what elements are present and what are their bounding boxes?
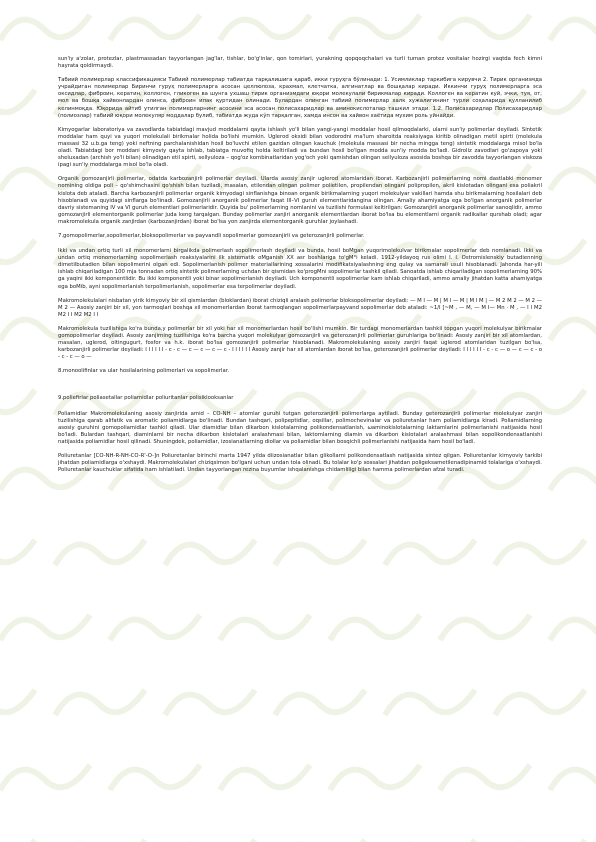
watermark-stroke [220,765,310,790]
paragraph-poliuretanlar: Poliuretanlar [CO-NH-R-NH-CO-R'-O-]n Poliuretanlar birinchi marta 1947 yilda diizosianatlar bilan glikollarni polikondensatlash natijasida sintez qilgan. Poliuretanlar kimyoviy tarkibi jihatdan poliamidlarga o'xshaydi. Makromolekulalari chiziqsimon bo'lgani uchun undan tola olinadi. Bu tolalar ko'p xossalari jihatdan poligeksametilenadipinamid tolalariga o'xshaydi. Poliuretanlar kauchuklar sifatida ham ishlatiladi. Undan tayyorlangan rezina buyumlar ishqalanishga chidamliligi bilan hamma polimerlardan afzal turadi. [58,453,542,474]
section-heading-9: 9.poliefirlar poliasetallar poliamidlar poliuritanlar polisiklooksanlar [58,395,234,402]
watermark-stroke [550,465,596,490]
watermark-stroke [165,540,255,565]
watermark-stroke [440,615,530,640]
watermark-stroke [55,540,145,565]
watermark-stroke [275,690,365,715]
watermark-stroke [275,540,365,565]
paragraph-sintetik-moddalar: Kimyogarlar laboratoriya va zavodlarda tabiatdagi mavjud moddalarni qayta ishlash yo'li bilan yangi-yangi moddalar hosil qilmoqdalarki, ularni sun'iy polimerlar deyiladi. Sintetik moddalar ham quyi va yuqori molekulali birikmalar holida bo'lishi mumkin. Uglerod oksidi bilan vodorodni ma'lum sharoitda reaksiyaga kiritib olinadigan metil spirti (molekula massasi 32 u.b.ga teng) yoki neftning parchalanishidan hosil bo'luvchi etilen gazidan olingan kauchuk (molekula massasi bir necha mingga teng) sintetik moddalarga misol bo'la oladi. Tabiatdagi bor moddani kimyoviy qayta ishlab, tabiatga muvofiq holda keltiriladi va bundan hosil bo'lgan modda sun'iy modda bo'ladi. Gidroliz zavodlari go'zapoya yoki sheluxadan (archish yo'li bilan) olinadigan etil spirti, sellyuloza – qog'oz kombinatlaridan yog'och yoki qamishdan olingan sellyuloza asosida boshqa bir zavodda tayyorlangan viskoza ipagi sun'iy moddalarga misol bo'la oladi. [58,126,542,169]
watermark-stroke [330,615,420,640]
watermark-stroke [220,615,310,640]
watermark-stroke [0,390,35,415]
paragraph-sopolimerlash: Ikki va undan ortiq turli xil monomerlarni birgalikda polimerlash sopolimerlash deyiladi va bunda, hosil boMgan yuqorimolekulvar birikmalar sopolimerlar deb nomlanadi. Ikki va undan ortiq monomerlarning sopolimerlash reaksiyalarini ilk sistematik oMganish XX asr boshlariga to'gM°i keladi. 1912-yildayoq rus olimi I. I. Ostromislenskiy butadienning dimetilbutadien bilan sopolimerini olgan edi. Sopolimerlanish polimer materiallarining xossalarini modifikatsiyalashning eng qulay va samarali usuli hisoblanadi. Jahonda har-yili ishlab chiqariladigan 100 mja tonnadan ortiq sintetik polimerlarning uchdan bir qismidan ko'progMni sopolimerlar tashkil qiladi. Sanoatda ishlab chiqariladigan sopolimerlarning 90% ga yaqini ikki komponentlidir. Bu ikki komponentli yoki binar sopolimerlanish deyiladi. Uch komponentli sopolimerlar kam ishlab chiqariladi, ammo amaliy jihatdan katta ahamiyatga ega boMib, ayni sopolimerlanish terpolimerlanish, sopolimerlar esa terpolimerlar deyiladi. [58,248,542,290]
watermark-stroke [0,15,90,40]
watermark-stroke [440,15,530,40]
paragraph-karbozanjirli: Organik gomozanjirli polimerlar, odatda karbozanjirli polimerlar deyiladi. Ularda asosiy zanjir uglerod atomlaridan iborat. Karbozanjirli polimerlarning nomi dastlabki monomer nomining oldiga poli – qo'shimchasini qo'shish bilan tuziladi, masalan, etilendan olingan polimer polietilen, propilendan olingani polipropilen, akril kislotadan olingani esa poliakril kislota deb ataladi. Barcha karbozanjirli polimerlar organik kimyodagi sinflanishga binoan organik birikmalarning yuqori molekulyar vakillari hamda shu birikmalarning hosilalari deb hisoblanadi va quyidagi sinflarga bo'linadi. Gomozanjirli anorganik polimerlar faqat III–VI guruh elementlaridangina olingan. Amaliy ahamiyatga ega bo'lgan anorganik polimerlar davriy sistemaning IV va VI guruh elementlari polimerlaridir. Quyida bu' polimerlarning nomlanini va tuzilishi formulasi keltirilgan: Gomozanjirli anorganik polimerlar sanoqlidir, ammo gomozanjirli elementorganik polimerlar juda keng tarqalgan. Bunday polimerlar zanjiri anorganik elementlardan iborat bo'lsa bu elementlarni organik radikallar qurshab oladi; agar makromolekula organik zanjirdan (karbozanjirdan) iborat bo'lsa yon zanjirda elementorganik guruhlar joylashadi. [58,176,542,225]
watermark-stroke [550,315,596,340]
watermark-stroke [440,765,530,790]
watermark-stroke [110,15,200,40]
section-heading-8: 8.monoolifinlar va ular hosilalarining polimerlari va sopolimerlar. [58,368,230,375]
watermark-stroke [495,690,585,715]
watermark-stroke [495,540,585,565]
watermark-stroke [0,690,35,715]
watermark-stroke [220,15,310,40]
watermark-stroke [330,765,420,790]
document-page [58,56,542,481]
watermark-stroke [110,615,200,640]
watermark-stroke [550,765,596,790]
paragraph-tabiiy-polimerlar: Табиий полимерлар классификацияси Табиий полимерлар табиатда тарқалишига қараб, икки гуруҳга бўлинади: 1. Усимликлар таркибига кирувчи 2. Тирик организмда учрайдиган полимерлар Биринчи гуруҳ полимерларга асосан целлюлоза, крахмал, клетчатка, алгинатлар ва бошқалар киради. Иккинчи гуруҳ полимерларга эса оксидлар, фиброин, кератин, коллоген, гликоген ва шунга ухшаш тирик организмдаги юқори молекулали бирикмалар киради. Коллоген ва кератин куй, эчки, туя, от, мол ва бошқа хайвонлардан олинса, фиброин ипак қуртидан олинади. Булардан олинган табиий полимерлар халк хужалигининг турли соҳаларида қулланилиб келинмоқда. Юқорида айтиб утилган полимерларнинг асосини эса асосан полисахаридлар ва аминокислоталар ташкил этади. 1.2. Полисахаридлар Полисахаридлар (полиозлар) табиий юқори молекуляр моддалар булиб, табиатда жуда кўп тарқалган, хамда инсон ва хайвон хаётида мухим роль уйнайди. [58,77,542,119]
watermark-stroke [0,765,90,790]
paragraph-protezlar: sun'iy a'zolar, protezlar, plastmassadan tayyorlangan jag'lar, tishlar, bo'g'inlar, qon tomirlari, yurakning qopqoqchalari va turli tuman protez vositalar hozirgi vaqtda fech kimni hayrata qoldirmaydi. [58,56,542,70]
watermark-stroke [550,615,596,640]
watermark-stroke [165,690,255,715]
watermark-stroke [0,540,35,565]
watermark-stroke [385,540,475,565]
paragraph-poliamidlar: Poliamidlar Makromolekulaning asosiy zanjirida amid – CO-NH – atomlar guruhi tutgan geterozanjirli polimerlarga aytiladi. Bunday geterozanjirli polimerlar molekulyar zanjiri tuzilishiga qarab alifatik va aromatic poliamidlarga bo'linadi. Bundan tashqari, polipeptidlar, oqsillar, polimochevinalar va poliuretanlar ham poliamidlarga kiradi. Poliamidlarning asosiy guruhini gomopoliamidlar tashkil qiladi. Ular diamidlar bilan dikarbon kislotalarning polikondensatlanish, ωaminokislotalarning laktamlarini polimerlanishi natijasida hosil bo'ladi. Bulardan tashqari, diaminlarni bir necha dikarbon kislotalari aralashmasi bilan, laktomlarning diamin va dikarbon kislotalari aralashmasi bilan sopolikondensatlanishi natijasida poliamidlar hosil qilinadi. Shuningdek, poliamidlar, izosianatlarning diollar va poliamidlar bilan bosqichli polimerlanishi natijasida ham hosil bo'ladi. [58,410,542,445]
paragraph-gomopolimerlar: Makromolekula tuzilishiga ko'ra bunda,y polimerlar bir xil yoki har xil monomerlardan hosil bo'lishi mumkin. Bir turdagi monomerlardan tashkil topgan yuqori molekulyar birikmalar gomopolimerlar deyiladi. Asosiy zanjirning tuzilishiga ko'ra barcha yuqori molekulyar gomozanjirli va geterozanjirli polimerlar guruhlariga bo'linadi: Asosiy zanjiri bir xil atomlardan, masalan, uglerod, oltingugurt, fosfor va h.k. iborat bo'lsa gomozanjirli polimerlar hisoblanadi. Makromolekulaning asosiy zanjiri faqat uglerod atomlaridan tuzilgan bo'lsa, karbozanjirli polimerlar deyiladi: I I I I I I - c - c — c — c — c — c - I I I I I I Asosiy zanjir har xil atomlardan iborat bo'lsa, geterozanjirli polimerlar deyiladi: I I I I I I - c - c — o — c — c - o - c - c — o — [58,325,542,361]
watermark-stroke [330,15,420,40]
watermark-stroke [550,15,596,40]
paragraph-bloksopolimerlar: Makromolekulalari nisbatan yirik kimyoviy bir xil qismlardan (bloklardan) iborat chiziqli aralash polimerlar bloksopolimerlar deyiladi: — M I — M | M I — M | M I M | — M 2 M 2 — M 2 — M 2 — Asosiy zanjiri bir xil, yon tarmoqlari boshqa xil monomerlardan iborat tarmoqlangan sopolimerlarpayvand sopolimerlar deb ataladi: ~1/I [~M , — M, — M I— Mn · M , — I I M2 M2 I I M2 M2 I I [58,297,542,318]
watermark-stroke [385,690,475,715]
watermark-stroke [55,690,145,715]
watermark-stroke [0,615,90,640]
watermark-stroke [550,165,596,190]
section-heading-7: 7.gomopolimerlar,sopolimerlar,bloksopolimerlar va payvandli sopolimerlar gomozanjirli va geterozanjirli polimerlar. [58,232,365,239]
watermark-stroke [0,240,35,265]
watermark-stroke [0,90,35,115]
watermark-stroke [110,765,200,790]
